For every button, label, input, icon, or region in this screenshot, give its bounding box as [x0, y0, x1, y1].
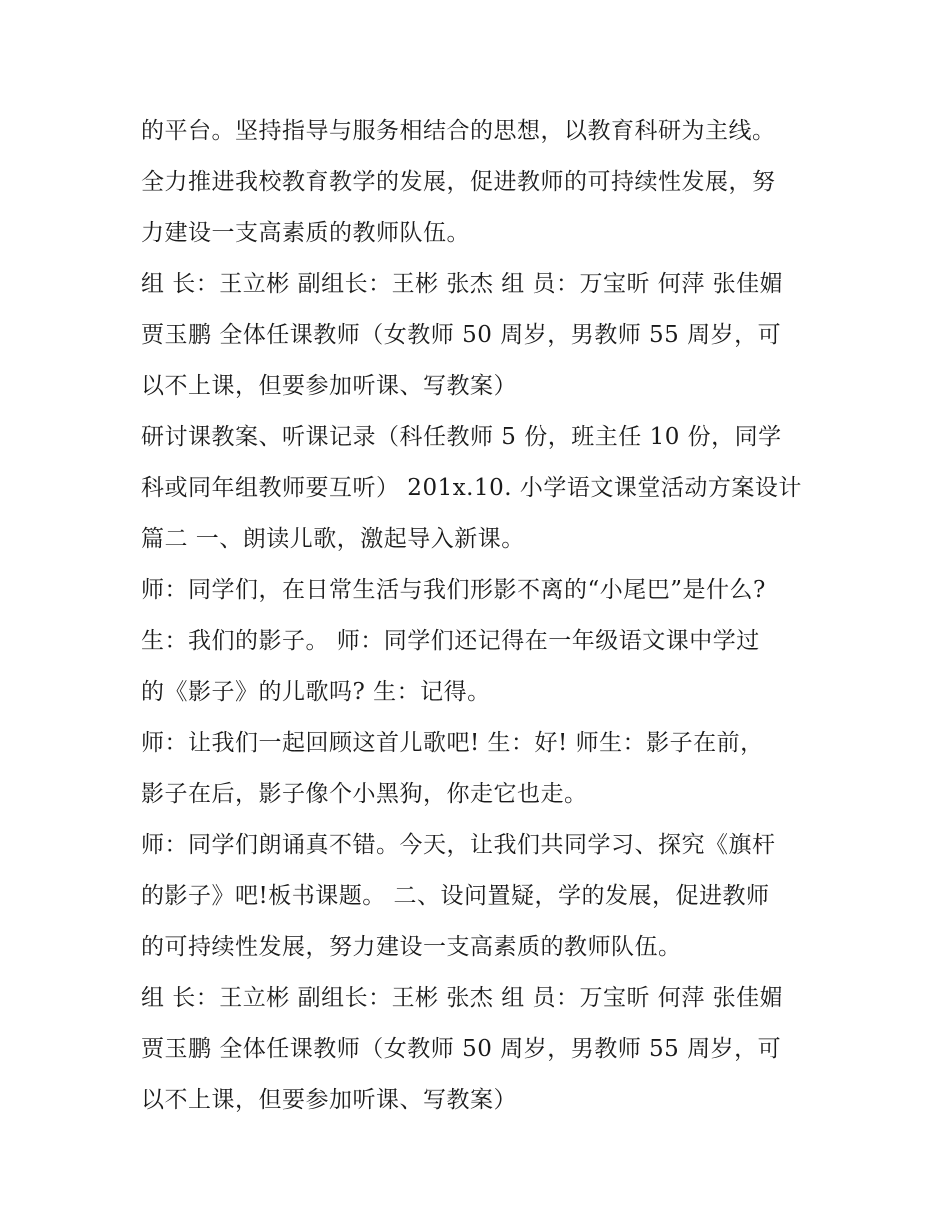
text-line: 科或同年组教师要互听） 201x.10. 小学语文课堂活动方案设计 — [141, 475, 802, 501]
text-line: 师：同学们朗诵真不错。今天，让我们共同学习、探究《旗杆 — [141, 832, 776, 858]
text-line: 的可持续性发展，努力建设一支高素质的教师队伍。 — [141, 934, 682, 960]
text-line: 力建设一支高素质的教师队伍。 — [141, 220, 470, 246]
text-line: 的《影子》的儿歌吗? 生：记得。 — [141, 679, 491, 705]
text-line: 全力推进我校教育教学的发展，促进教师的可持续性发展，努 — [141, 169, 776, 195]
text-line: 贾玉鹏 全体任课教师（女教师 50 周岁，男教师 55 周岁，可 — [141, 322, 782, 348]
document-body — [141, 106, 821, 1126]
text-line: 的平台。坚持指导与服务相结合的思想，以教育科研为主线。 — [141, 118, 776, 144]
text-line: 影子在后，影子像个小黑狗，你走它也走。 — [141, 781, 588, 807]
text-line: 师：同学们，在日常生活与我们形影不离的“小尾巴”是什么? — [141, 577, 766, 603]
text-line: 篇二 一、朗读儿歌，激起导入新课。 — [141, 526, 525, 552]
text-line: 师：让我们一起回顾这首儿歌吧! 生：好! 师生：影子在前， — [141, 730, 764, 756]
text-line: 以不上课，但要参加听课、写教案） — [141, 1087, 517, 1113]
text-line: 贾玉鹏 全体任课教师（女教师 50 周岁，男教师 55 周岁，可 — [141, 1036, 782, 1062]
text-line: 的影子》吧!板书课题。 二、设问置疑，学的发展，促进教师 — [141, 883, 770, 909]
text-line: 生：我们的影子。 师：同学们还记得在一年级语文课中学过 — [141, 628, 760, 654]
text-line: 组 长：王立彬 副组长：王彬 张杰 组 员：万宝昕 何萍 张佳媚 — [141, 985, 784, 1011]
text-line: 以不上课，但要参加听课、写教案） — [141, 373, 517, 399]
text-line: 组 长：王立彬 副组长：王彬 张杰 组 员：万宝昕 何萍 张佳媚 — [141, 271, 784, 297]
text-line: 研讨课教案、听课记录（科任教师 5 份，班主任 10 份，同学 — [141, 424, 782, 450]
